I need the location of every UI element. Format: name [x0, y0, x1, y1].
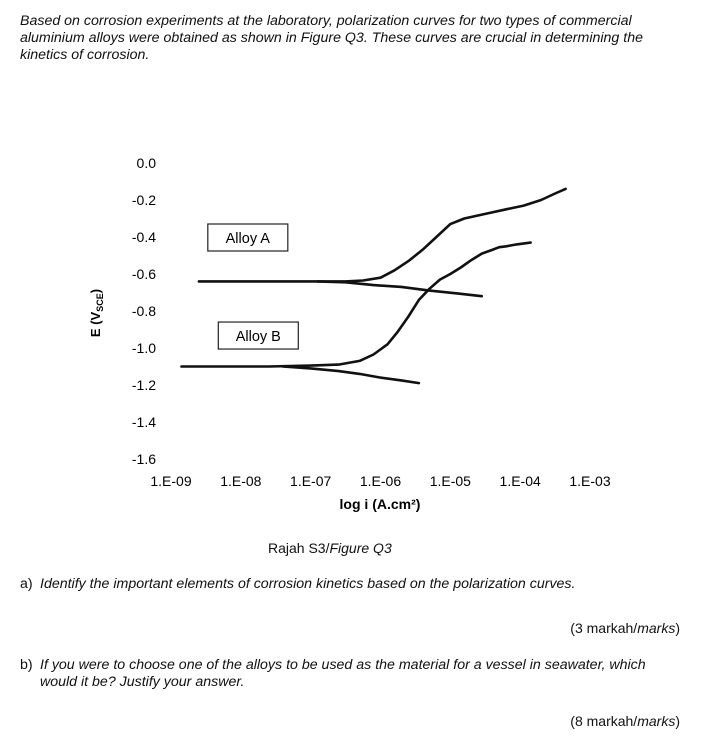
- y-tick-label: -0.6: [131, 266, 156, 282]
- x-tick-label: 1.E-06: [359, 473, 402, 489]
- marks-a-italic: marks: [637, 620, 676, 636]
- x-tick-label: 1.E-03: [569, 473, 611, 489]
- y-axis-ticks: [132, 155, 156, 467]
- x-axis-label: log i (A.cm²): [339, 496, 421, 512]
- polarization-chart: [0, 130, 724, 530]
- x-tick-label: 1.E-08: [220, 473, 262, 489]
- series-line-alloy-b-cathodic: [283, 367, 419, 384]
- caption-main: Rajah S3/: [268, 540, 330, 556]
- label-text-alloy-b: Alloy B: [235, 329, 281, 346]
- question-b-text: If you were to choose one of the alloys to be used as the material for a vessel in seawater, which would it be? Justify your answer.: [40, 657, 646, 690]
- label-text-alloy-a: Alloy A: [225, 231, 270, 247]
- series-line-alloy-a-cathodic: [318, 281, 482, 296]
- marks-b-close: ): [675, 713, 680, 729]
- intro-paragraph: Based on corrosion experiments at the laboratory, polarization curves for two types of commercial aluminium alloys were obtained as shown in Figure Q3. These curves are crucial in determining the kinetics of corrosion.: [20, 13, 643, 63]
- y-tick-label: 0.0: [136, 155, 156, 171]
- question-a-marks: [570, 620, 680, 636]
- x-tick-label: 1.E-04: [499, 473, 541, 489]
- marks-a-main: (3 markah/: [570, 620, 638, 636]
- y-tick-label: -0.2: [131, 192, 156, 208]
- y-axis-label: [88, 289, 105, 337]
- question-b-label: b): [20, 657, 33, 673]
- y-tick-label: -0.8: [131, 303, 156, 319]
- question-b-marks: [570, 713, 680, 729]
- caption-italic: Figure Q3: [329, 540, 392, 556]
- marks-a-close: ): [675, 620, 680, 636]
- series-labels: [208, 224, 298, 349]
- y-tick-label: -1.4: [131, 414, 156, 430]
- y-tick-label: -1.6: [131, 451, 156, 467]
- y-axis-label-close: ): [88, 288, 103, 294]
- y-axis-label-main: E (V: [88, 311, 103, 338]
- x-tick-label: 1.E-07: [290, 473, 332, 489]
- series-group: [182, 189, 566, 383]
- marks-b-main: (8 markah/: [570, 713, 638, 729]
- x-tick-label: 1.E-05: [429, 473, 471, 489]
- label-box-alloy-a: [208, 224, 288, 251]
- y-axis-label-sub: SCE: [95, 293, 105, 312]
- question-a-text: Identify the important elements of corrosion kinetics based on the polarization curves.: [40, 576, 576, 592]
- question-a-label: a): [20, 576, 33, 592]
- marks-b-italic: marks: [637, 713, 676, 729]
- figure-caption: [268, 540, 392, 556]
- y-tick-label: -1.0: [131, 340, 156, 356]
- x-axis-ticks: [150, 473, 610, 489]
- y-tick-label: -0.4: [131, 229, 156, 245]
- y-tick-label: -1.2: [131, 377, 156, 393]
- x-tick-label: 1.E-09: [150, 473, 192, 489]
- label-box-alloy-b: [218, 322, 298, 349]
